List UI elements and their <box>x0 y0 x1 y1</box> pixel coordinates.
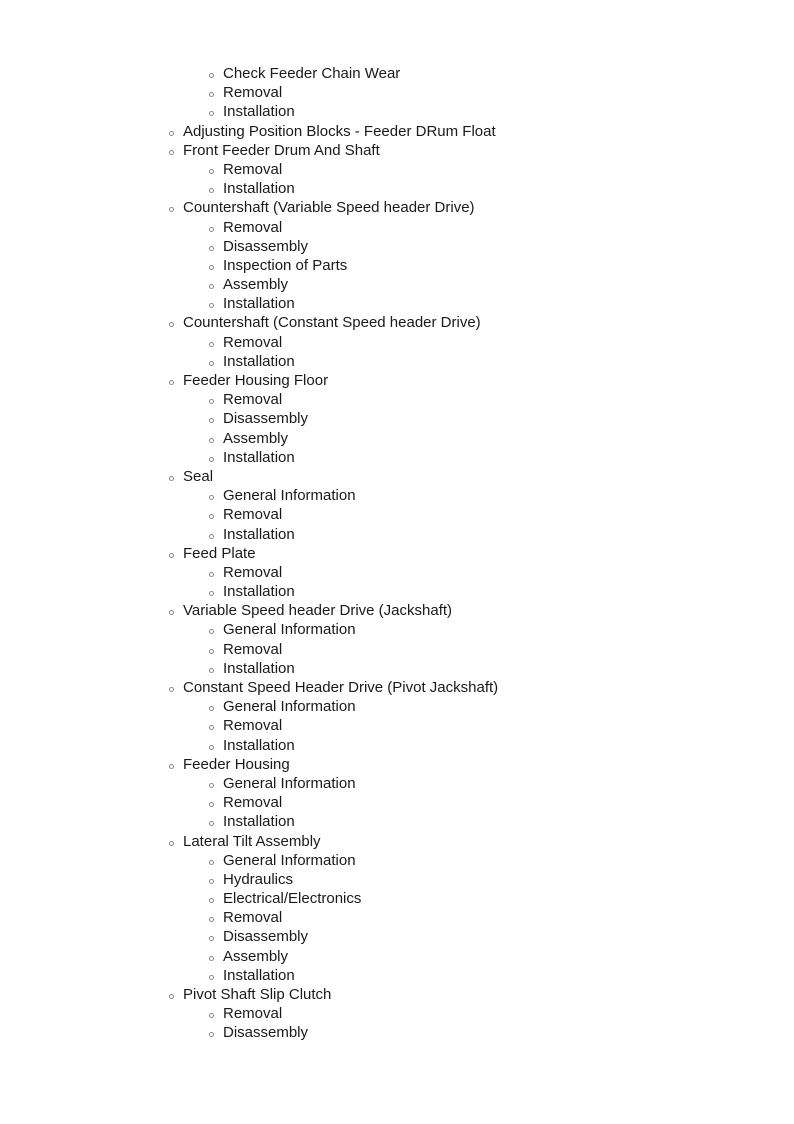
circle-bullet-icon <box>169 380 174 385</box>
circle-bullet-icon <box>209 1032 214 1037</box>
circle-bullet-icon <box>209 668 214 673</box>
toc-section-item[interactable] <box>0 371 794 390</box>
toc-section-item[interactable] <box>0 678 794 697</box>
circle-bullet-icon <box>169 687 174 692</box>
circle-bullet-icon <box>209 879 214 884</box>
toc-item-label: Seal <box>183 467 214 485</box>
toc-item-label: Pivot Shaft Slip Clutch <box>183 986 332 1003</box>
toc-subsection-item[interactable] <box>0 160 794 179</box>
toc-subsection-item[interactable] <box>0 448 794 467</box>
circle-bullet-icon <box>209 111 214 116</box>
circle-bullet-icon <box>209 629 214 634</box>
toc-item-label: Installation <box>223 525 295 543</box>
toc-item-label: Countershaft (Variable Speed header Drive) <box>183 199 475 217</box>
circle-bullet-icon <box>209 860 214 865</box>
circle-bullet-icon <box>209 572 214 577</box>
circle-bullet-icon <box>209 898 214 903</box>
circle-bullet-icon <box>209 1013 214 1018</box>
toc-section-item[interactable] <box>0 544 794 563</box>
circle-bullet-icon <box>169 476 174 481</box>
circle-bullet-icon <box>209 361 214 366</box>
toc-subsection-item[interactable] <box>0 812 794 831</box>
toc-section-item[interactable] <box>0 141 794 160</box>
toc-subsection-item[interactable] <box>0 179 794 198</box>
circle-bullet-icon <box>209 956 214 961</box>
toc-subsection-item[interactable] <box>0 294 794 313</box>
toc-subsection-item[interactable] <box>0 64 794 83</box>
circle-bullet-icon <box>209 649 214 654</box>
toc-subsection-item[interactable] <box>0 256 794 275</box>
toc-subsection-item[interactable] <box>0 525 794 544</box>
toc-subsection-item[interactable] <box>0 582 794 601</box>
toc-subsection-item[interactable] <box>0 736 794 755</box>
toc-item-label: Check Feeder Chain Wear <box>223 65 401 82</box>
toc-item-label: Front Feeder Drum And Shaft <box>183 141 380 159</box>
toc-subsection-item[interactable] <box>0 333 794 352</box>
toc-subsection-item[interactable] <box>0 429 794 448</box>
toc-item-label: Removal <box>223 160 283 178</box>
circle-bullet-icon <box>209 917 214 922</box>
toc-subsection-item[interactable] <box>0 774 794 793</box>
toc-subsection-item[interactable] <box>0 218 794 237</box>
circle-bullet-icon <box>169 322 174 327</box>
circle-bullet-icon <box>209 706 214 711</box>
circle-bullet-icon <box>169 764 174 769</box>
toc-subsection-item[interactable] <box>0 927 794 946</box>
toc-item-label: Lateral Tilt Assembly <box>183 832 321 850</box>
toc-subsection-item[interactable] <box>0 659 794 678</box>
toc-item-label: Installation <box>223 103 295 121</box>
toc-item-label: Feeder Housing <box>183 755 290 773</box>
circle-bullet-icon <box>209 265 214 270</box>
circle-bullet-icon <box>209 342 214 347</box>
circle-bullet-icon <box>209 399 214 404</box>
toc-section-item[interactable] <box>0 601 794 620</box>
toc-subsection-item[interactable] <box>0 275 794 294</box>
circle-bullet-icon <box>169 207 174 212</box>
circle-bullet-icon <box>169 610 174 615</box>
toc-item-label: Removal <box>223 717 283 735</box>
toc-item-label: Installation <box>223 813 295 831</box>
circle-bullet-icon <box>209 418 214 423</box>
toc-subsection-item[interactable] <box>0 697 794 716</box>
circle-bullet-icon <box>209 495 214 500</box>
toc-item-label: Assembly <box>223 276 289 294</box>
toc-item-label: Variable Speed header Drive (Jackshaft) <box>183 602 453 620</box>
toc-item-label: Removal <box>223 218 283 236</box>
circle-bullet-icon <box>209 457 214 462</box>
toc-item-label: Disassembly <box>223 410 309 428</box>
toc-section-item[interactable] <box>0 467 794 486</box>
circle-bullet-icon <box>209 246 214 251</box>
toc-subsection-item[interactable] <box>0 620 794 639</box>
toc-item-label: Installation <box>223 583 295 601</box>
toc-subsection-item[interactable] <box>0 390 794 409</box>
toc-item-label: General Information <box>223 621 356 639</box>
circle-bullet-icon <box>209 73 214 78</box>
toc-subsection-item[interactable] <box>0 640 794 659</box>
toc-subsection-item[interactable] <box>0 947 794 966</box>
circle-bullet-icon <box>209 92 214 97</box>
circle-bullet-icon <box>209 534 214 539</box>
toc-subsection-item[interactable] <box>0 409 794 428</box>
circle-bullet-icon <box>209 725 214 730</box>
toc-item-label: Disassembly <box>223 237 309 255</box>
toc-subsection-item[interactable] <box>0 352 794 371</box>
circle-bullet-icon <box>209 975 214 980</box>
toc-item-label: Disassembly <box>223 928 309 946</box>
toc-item-label: General Information <box>223 698 356 716</box>
toc-item-label: General Information <box>223 851 356 869</box>
circle-bullet-icon <box>209 821 214 826</box>
toc-subsection-item[interactable] <box>0 889 794 908</box>
circle-bullet-icon <box>209 514 214 519</box>
toc-item-label: Assembly <box>223 429 289 447</box>
toc-item-label: Removal <box>223 563 283 581</box>
toc-item-label: General Information <box>223 774 356 792</box>
circle-bullet-icon <box>169 150 174 155</box>
toc-section-item[interactable] <box>0 755 794 774</box>
circle-bullet-icon <box>209 188 214 193</box>
toc-item-label: Feed Plate <box>183 544 256 562</box>
circle-bullet-icon <box>209 591 214 596</box>
circle-bullet-icon <box>209 802 214 807</box>
circle-bullet-icon <box>169 841 174 846</box>
toc-subsection-item[interactable] <box>0 851 794 870</box>
circle-bullet-icon <box>209 936 214 941</box>
toc-subsection-item[interactable] <box>0 505 794 524</box>
toc-subsection-item[interactable] <box>0 966 794 985</box>
circle-bullet-icon <box>209 284 214 289</box>
toc-item-label: Installation <box>223 295 295 313</box>
toc-item-label: Installation <box>223 659 295 677</box>
toc-item-label: Hydraulics <box>223 870 294 888</box>
circle-bullet-icon <box>209 303 214 308</box>
table-of-contents <box>0 64 794 1043</box>
toc-item-label: General Information <box>223 487 356 505</box>
toc-item-label: Inspection of Parts <box>223 256 348 274</box>
toc-item-label: Installation <box>223 352 295 370</box>
toc-item-label: Removal <box>223 640 283 658</box>
toc-subsection-item[interactable] <box>0 908 794 927</box>
circle-bullet-icon <box>209 227 214 232</box>
toc-section-item[interactable] <box>0 198 794 217</box>
toc-item-label: Installation <box>223 736 295 754</box>
toc-item-label: Removal <box>223 506 283 524</box>
toc-item-label: Electrical/Electronics <box>223 890 362 908</box>
toc-subsection-item[interactable] <box>0 716 794 735</box>
toc-subsection-item[interactable] <box>0 83 794 102</box>
toc-item-label: Feeder Housing Floor <box>183 372 329 389</box>
circle-bullet-icon <box>209 745 214 750</box>
circle-bullet-icon <box>209 783 214 788</box>
toc-subsection-item[interactable] <box>0 563 794 582</box>
toc-item-label: Removal <box>223 333 283 351</box>
toc-item-label: Assembly <box>223 947 289 965</box>
toc-item-label: Installation <box>223 180 295 198</box>
toc-subsection-item[interactable] <box>0 1023 794 1042</box>
toc-item-label: Removal <box>223 391 283 409</box>
toc-section-item[interactable] <box>0 122 794 141</box>
circle-bullet-icon <box>169 553 174 558</box>
toc-subsection-item[interactable] <box>0 1004 794 1023</box>
toc-item-label: Adjusting Position Blocks - Feeder DRum Float <box>183 122 496 140</box>
toc-subsection-item[interactable] <box>0 793 794 812</box>
toc-subsection-item[interactable] <box>0 237 794 256</box>
toc-section-item[interactable] <box>0 985 794 1004</box>
toc-section-item[interactable] <box>0 313 794 332</box>
toc-item-label: Removal <box>223 794 283 812</box>
toc-item-label: Removal <box>223 909 283 927</box>
toc-item-label: Installation <box>223 966 295 984</box>
toc-item-label: Constant Speed Header Drive (Pivot Jackshaft) <box>183 679 499 696</box>
circle-bullet-icon <box>169 131 174 136</box>
toc-item-label: Removal <box>223 84 283 102</box>
toc-item-label: Removal <box>223 1005 283 1023</box>
circle-bullet-icon <box>209 438 214 443</box>
toc-item-label: Installation <box>223 448 295 466</box>
toc-item-label: Disassembly <box>223 1024 309 1042</box>
toc-subsection-item[interactable] <box>0 102 794 121</box>
circle-bullet-icon <box>209 169 214 174</box>
toc-subsection-item[interactable] <box>0 870 794 889</box>
toc-section-item[interactable] <box>0 832 794 851</box>
toc-item-label: Countershaft (Constant Speed header Drive) <box>183 314 481 332</box>
toc-subsection-item[interactable] <box>0 486 794 505</box>
circle-bullet-icon <box>169 994 174 999</box>
